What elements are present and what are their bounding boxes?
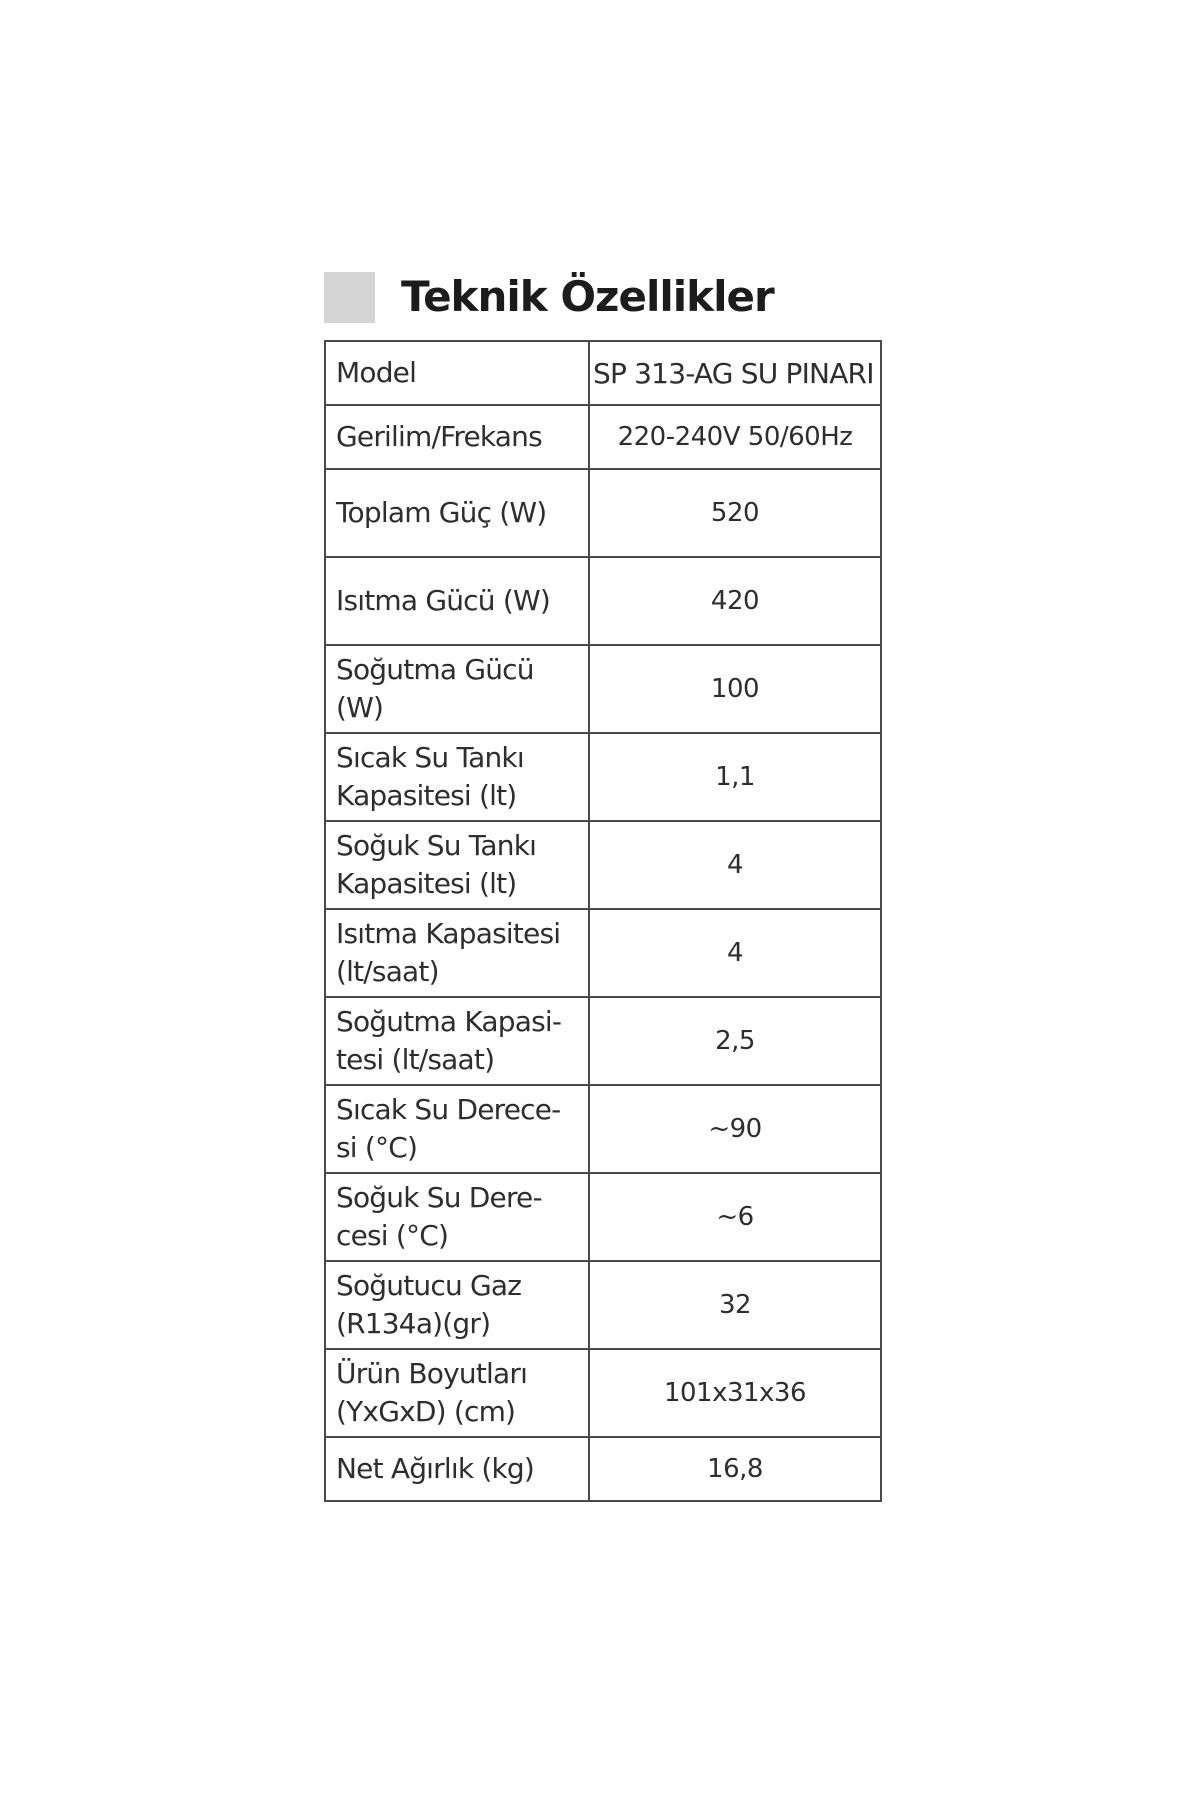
spec-label: Isıtma Gücü (W) <box>325 557 589 645</box>
table-row <box>325 909 881 997</box>
spec-label: Soğuk Su Tankı Kapasitesi (lt) <box>325 821 589 909</box>
spec-label: Ürün Boyutları (YxGxD) (cm) <box>325 1349 589 1437</box>
spec-label: Gerilim/Frekans <box>325 405 589 469</box>
table-row <box>325 1261 881 1349</box>
spec-label: Soğutma Kapasi-tesi (lt/saat) <box>325 997 589 1085</box>
spec-label: Net Ağırlık (kg) <box>325 1437 589 1501</box>
spec-value: 16,8 <box>589 1437 881 1501</box>
spec-label: Soğuk Su Dere-cesi (°C) <box>325 1173 589 1261</box>
spec-label: Model <box>325 341 589 405</box>
spec-table <box>324 340 882 1502</box>
heading-marker <box>324 272 375 323</box>
table-row <box>325 997 881 1085</box>
spec-value: SP 313-AG SU PINARI <box>589 341 881 405</box>
page-title: Teknik Özellikler <box>401 272 774 321</box>
table-row <box>325 405 881 469</box>
table-row <box>325 733 881 821</box>
spec-value: 420 <box>589 557 881 645</box>
table-row <box>325 1085 881 1173</box>
table-row <box>325 821 881 909</box>
spec-label: Isıtma Kapasitesi (lt/saat) <box>325 909 589 997</box>
spec-label: Sıcak Su Derece-si (°C) <box>325 1085 589 1173</box>
table-row <box>325 557 881 645</box>
spec-value: 4 <box>589 821 881 909</box>
table-row <box>325 1173 881 1261</box>
table-row <box>325 341 881 405</box>
spec-value: ~6 <box>589 1173 881 1261</box>
spec-value: 4 <box>589 909 881 997</box>
table-row <box>325 469 881 557</box>
spec-label: Sıcak Su Tankı Kapasitesi (lt) <box>325 733 589 821</box>
spec-value: 520 <box>589 469 881 557</box>
spec-value: 1,1 <box>589 733 881 821</box>
spec-label: Soğutma Gücü (W) <box>325 645 589 733</box>
table-row <box>325 645 881 733</box>
spec-value: 220-240V 50/60Hz <box>589 405 881 469</box>
spec-value: 100 <box>589 645 881 733</box>
section-heading <box>324 270 774 324</box>
table-row <box>325 1437 881 1501</box>
spec-label: Toplam Güç (W) <box>325 469 589 557</box>
table-row <box>325 1349 881 1437</box>
spec-value: ~90 <box>589 1085 881 1173</box>
spec-value: 32 <box>589 1261 881 1349</box>
spec-value: 2,5 <box>589 997 881 1085</box>
spec-value: 101x31x36 <box>589 1349 881 1437</box>
spec-label: Soğutucu Gaz (R134a)(gr) <box>325 1261 589 1349</box>
